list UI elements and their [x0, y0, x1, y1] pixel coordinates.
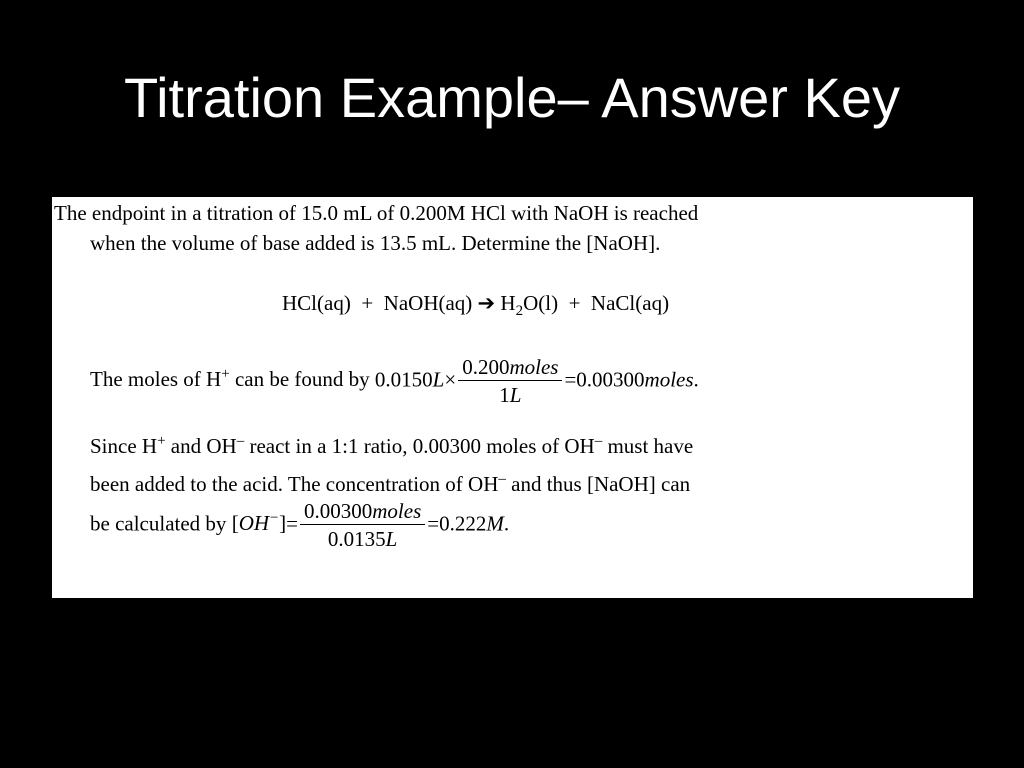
concentration-text: be calculated by: [90, 511, 232, 536]
concentration-denominator: 0.0135L: [327, 527, 398, 551]
moles-factor: 0.0150L: [374, 367, 445, 392]
problem-line-2: when the volume of base added is 13.5 mL. Determine the [NaOH].: [90, 231, 661, 255]
answer-key-panel: [52, 197, 973, 598]
product-water: $H_2O(l)$: [500, 291, 559, 319]
reactant-naoh: NaOH(aq): [383, 291, 473, 315]
reaction-equation: [282, 289, 669, 317]
equals-sign: =: [564, 367, 577, 392]
times-sign: ×: [444, 367, 457, 392]
ratio-line-2: been added to the acid. The concentration of OH– and thus [NaOH] can: [90, 471, 691, 496]
molarity-fraction: [458, 355, 562, 408]
problem-line-1: The endpoint in a titration of 15.0 mL of 0.200M HCl with NaOH is reached: [54, 201, 699, 225]
concentration-calculation: be calculated by [OH−]= $\frac{\text{0.00300moles}}{0.0135L}$ =0.222M.: [90, 499, 510, 551]
concentration-numerator: 0.00300moles: [300, 499, 425, 525]
concentration-fraction: [300, 499, 425, 552]
fraction-denominator: 1L: [499, 383, 522, 407]
reaction-arrow: ➔: [477, 291, 496, 315]
ratio-line-1: Since H+ and OH– react in a 1:1 ratio, 0.00300 moles of OH– must have: [90, 433, 694, 458]
moles-text: The moles of H+ can be found by: [90, 366, 375, 392]
plus-sign-2: +: [568, 291, 581, 315]
reactant-hcl: HCl(aq): [282, 291, 351, 315]
product-nacl: NaCl(aq): [590, 291, 670, 315]
fraction-numerator: 0.200moles: [458, 355, 562, 381]
hydroxide-concentration: [OH−]: [231, 510, 287, 536]
moles-result: 0.00300moles: [576, 367, 694, 392]
moles-calculation: The moles of H+ can be found by 0.0150L× $\frac{\text{0.200moles}}{1L}$ =0.00300moles.: [90, 355, 699, 407]
concentration-result: 0.222M: [439, 511, 504, 536]
slide-title: Titration Example– Answer Key: [123, 66, 901, 129]
plus-sign: +: [361, 291, 374, 315]
